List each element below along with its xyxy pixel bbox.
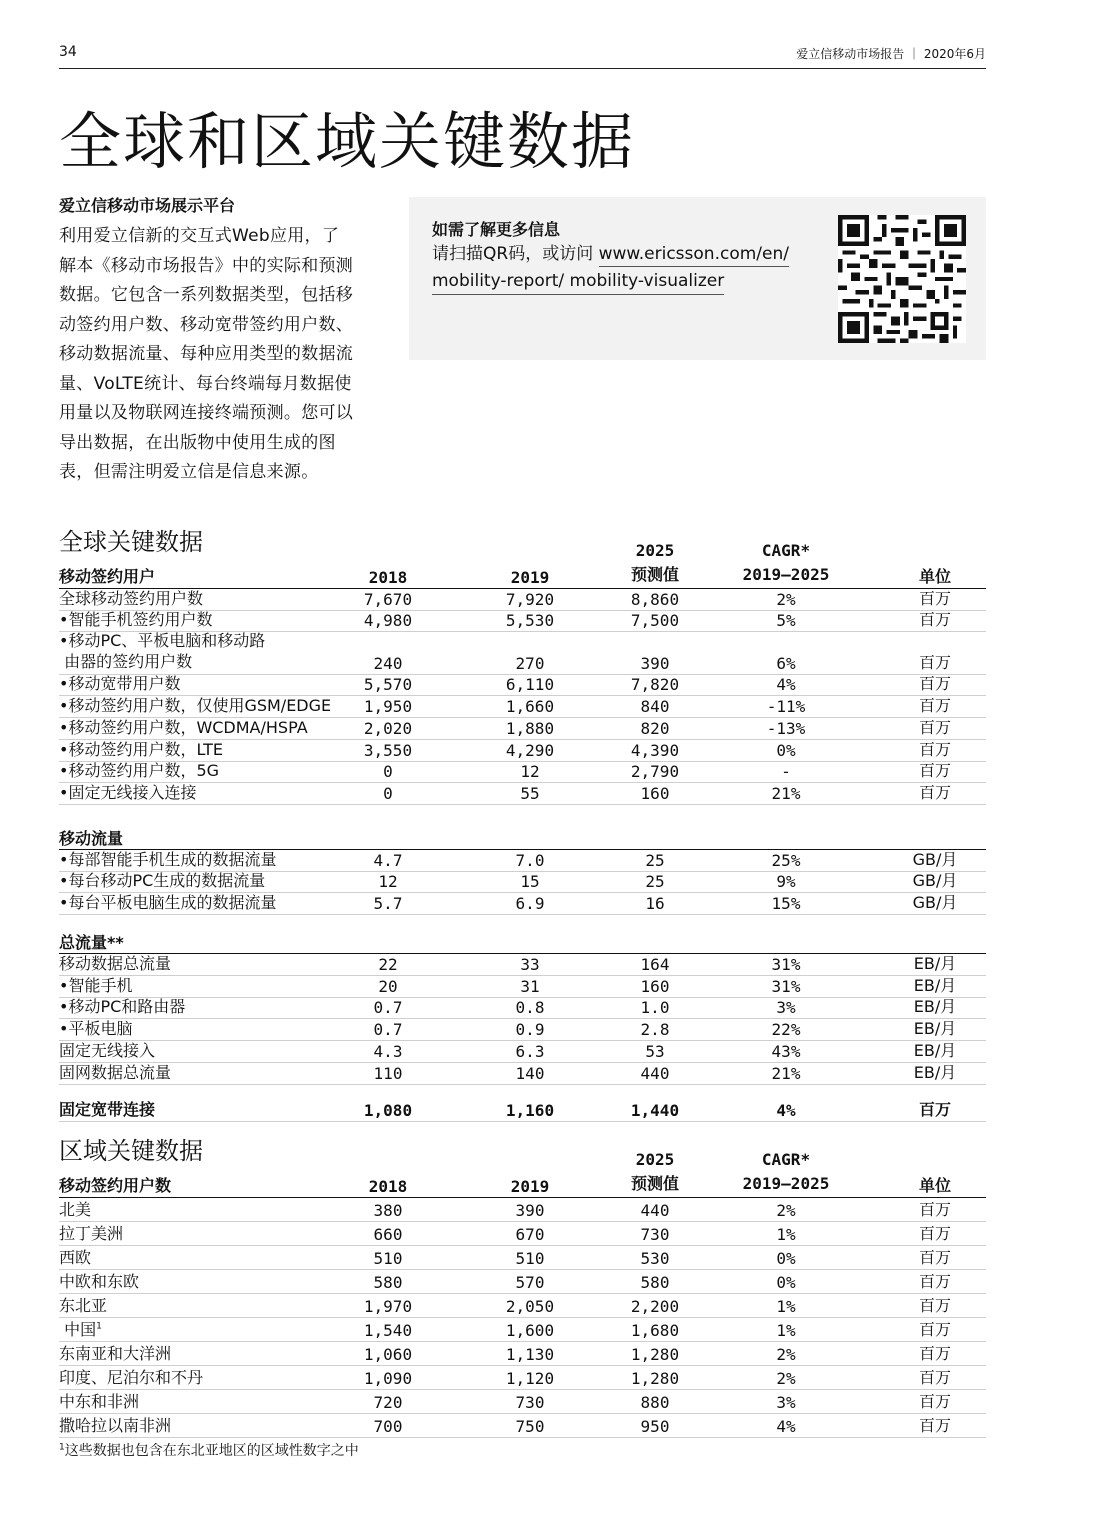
value-2018: 110 bbox=[373, 1063, 403, 1083]
value-2018: 4.3 bbox=[373, 1041, 403, 1061]
qr-code-icon[interactable] bbox=[838, 215, 966, 343]
value-cagr: 0% bbox=[776, 1249, 796, 1268]
row-label-text: 固定无线接入 bbox=[59, 1040, 156, 1060]
regional-table-header bbox=[59, 1147, 986, 1198]
row-label bbox=[59, 1097, 155, 1120]
value-2025-forecast: 390 bbox=[640, 653, 670, 673]
value-unit: 百万 bbox=[918, 739, 951, 759]
regional-col-forecast-label: 预测值 bbox=[630, 1174, 679, 1193]
value-cagr: 5% bbox=[776, 611, 796, 631]
value-unit: EB/月 bbox=[913, 997, 957, 1017]
page-header bbox=[59, 42, 986, 69]
value-cagr: 2% bbox=[776, 589, 796, 609]
global-table-header bbox=[59, 538, 986, 589]
row-label-text: •移动签约用户数，5G bbox=[59, 761, 220, 781]
value-2019: 1,160 bbox=[505, 1100, 555, 1120]
row-label-text: •移动PC和路由器 bbox=[59, 997, 186, 1017]
value-2025-forecast: 2,790 bbox=[630, 762, 680, 782]
table-row bbox=[59, 893, 986, 915]
traffic-heading-label: 移动流量 bbox=[59, 828, 124, 848]
row-label-line2: 由器的签约用户数 bbox=[59, 652, 193, 672]
row-label bbox=[59, 1413, 171, 1436]
value-2025-forecast: 840 bbox=[640, 697, 670, 717]
row-label-text: •移动签约用户数，仅使用GSM/EDGE bbox=[59, 696, 332, 716]
global-col-unit: 单位 bbox=[918, 567, 951, 586]
regional-rows bbox=[59, 1198, 986, 1438]
footnote-marker: 1 bbox=[59, 1442, 65, 1453]
regional-col-label: 移动签约用户数 bbox=[59, 1176, 172, 1195]
value-2025-forecast: 580 bbox=[640, 1273, 670, 1292]
value-cagr: 2% bbox=[776, 1201, 796, 1220]
row-label-text: •每台移动PC生成的数据流量 bbox=[59, 871, 266, 891]
value-cagr: 22% bbox=[771, 1020, 801, 1040]
value-2019: 140 bbox=[515, 1063, 545, 1083]
value-2019: 4,290 bbox=[505, 740, 555, 760]
footnote bbox=[59, 1440, 359, 1460]
value-unit: 百万 bbox=[918, 652, 951, 672]
page-title: 全球和区域关键数据 bbox=[59, 105, 636, 178]
table-row bbox=[59, 632, 986, 674]
value-2025-forecast: 53 bbox=[645, 1041, 665, 1061]
row-label bbox=[59, 1341, 171, 1364]
value-unit: 百万 bbox=[918, 1344, 951, 1363]
regional-table bbox=[59, 1147, 986, 1438]
row-label bbox=[59, 1269, 139, 1292]
regional-section-title: 区域关键数据 bbox=[59, 1137, 203, 1165]
footnote-text: 这些数据也包含在东北亚地区的区域性数字之中 bbox=[64, 1443, 359, 1459]
value-2019: 1,660 bbox=[505, 697, 555, 717]
global-section-title: 全球关键数据 bbox=[59, 528, 203, 556]
value-2018: 580 bbox=[373, 1273, 403, 1292]
value-2019: 6,110 bbox=[505, 675, 555, 695]
row-label bbox=[59, 1245, 91, 1268]
value-cagr: 21% bbox=[771, 783, 801, 803]
value-unit: EB/月 bbox=[913, 953, 957, 973]
row-label-text: 中东和非洲 bbox=[59, 1392, 140, 1411]
regional-col-cagr bbox=[731, 1148, 841, 1196]
row-label-text: 全球移动签约用户数 bbox=[59, 588, 204, 608]
regional-col-2019: 2019 bbox=[510, 1177, 550, 1196]
value-2025-forecast: 1,280 bbox=[630, 1369, 680, 1388]
row-label-text: 中国 bbox=[59, 1320, 97, 1339]
table-row bbox=[59, 1270, 986, 1294]
value-unit: 百万 bbox=[918, 674, 951, 694]
row-label bbox=[59, 973, 132, 996]
value-2025-forecast: 4,390 bbox=[630, 740, 680, 760]
row-label-text: •平板电脑 bbox=[59, 1019, 133, 1039]
table-row bbox=[59, 1414, 986, 1438]
regional-col-forecast bbox=[615, 1148, 695, 1196]
value-2019: 33 bbox=[520, 954, 540, 974]
row-label-text: •移动签约用户数，LTE bbox=[59, 739, 224, 759]
value-2025-forecast: 440 bbox=[640, 1063, 670, 1083]
value-2019: 7,920 bbox=[505, 589, 555, 609]
global-col-cagr-range: 2019–2025 bbox=[742, 565, 830, 584]
row-label-text: 撒哈拉以南非洲 bbox=[59, 1416, 172, 1435]
value-2019: 31 bbox=[520, 976, 540, 996]
table-row bbox=[59, 783, 986, 805]
row-label-text: 东北亚 bbox=[59, 1296, 108, 1315]
table-row bbox=[59, 1085, 986, 1122]
table-row bbox=[59, 1342, 986, 1366]
value-cagr: - bbox=[781, 762, 791, 782]
value-2018: 0 bbox=[383, 783, 393, 803]
value-unit: EB/月 bbox=[913, 975, 957, 995]
value-2019: 6.3 bbox=[515, 1041, 545, 1061]
table-row bbox=[59, 762, 986, 784]
value-cagr: 4% bbox=[776, 1100, 796, 1120]
value-2018: 0.7 bbox=[373, 1020, 403, 1040]
value-2025-forecast: 820 bbox=[640, 718, 670, 738]
value-unit: 百万 bbox=[918, 1320, 951, 1339]
value-2025-forecast: 1.0 bbox=[640, 998, 670, 1018]
value-cagr: 6% bbox=[776, 653, 796, 673]
value-2019: 12 bbox=[520, 762, 540, 782]
value-2018: 5.7 bbox=[373, 893, 403, 913]
table-row bbox=[59, 1041, 986, 1063]
value-cagr: 1% bbox=[776, 1225, 796, 1244]
value-2018: 2,020 bbox=[363, 718, 413, 738]
value-2018: 720 bbox=[373, 1393, 403, 1412]
value-cagr: 3% bbox=[776, 998, 796, 1018]
row-label bbox=[59, 1038, 155, 1061]
row-label bbox=[59, 737, 223, 760]
more-info-heading: 如需了解更多信息 bbox=[432, 220, 561, 239]
value-2019: 0.8 bbox=[515, 998, 545, 1018]
total-traffic-heading-label: 总流量** bbox=[59, 932, 124, 952]
row-label-text: •固定无线接入连接 bbox=[59, 782, 197, 802]
value-2025-forecast: 7,500 bbox=[630, 611, 680, 631]
value-2019: 7.0 bbox=[515, 850, 545, 870]
row-label-line1: •移动PC、平板电脑和移动路 bbox=[59, 631, 266, 651]
value-2025-forecast: 730 bbox=[640, 1225, 670, 1244]
row-label bbox=[59, 1221, 123, 1244]
value-2019: 15 bbox=[520, 872, 540, 892]
value-2019: 390 bbox=[515, 1201, 545, 1220]
row-label-text: 北美 bbox=[59, 1200, 92, 1219]
value-2025-forecast: 25 bbox=[645, 850, 665, 870]
row-label bbox=[59, 671, 180, 694]
value-2025-forecast: 880 bbox=[640, 1393, 670, 1412]
value-2018: 4,980 bbox=[363, 611, 413, 631]
value-2025-forecast: 7,820 bbox=[630, 675, 680, 695]
row-label bbox=[59, 951, 171, 974]
value-2019: 55 bbox=[520, 783, 540, 803]
value-2018: 380 bbox=[373, 1201, 403, 1220]
value-2019: 1,880 bbox=[505, 718, 555, 738]
value-cagr: 9% bbox=[776, 872, 796, 892]
row-label bbox=[59, 586, 203, 609]
value-unit: GB/月 bbox=[912, 892, 958, 912]
value-unit: 百万 bbox=[918, 1099, 951, 1119]
value-unit: EB/月 bbox=[913, 1040, 957, 1060]
value-cagr: 0% bbox=[776, 1273, 796, 1292]
global-col-forecast-year: 2025 bbox=[635, 541, 675, 560]
regional-col-unit: 单位 bbox=[918, 1176, 951, 1195]
row-label-text: •移动宽带用户数 bbox=[59, 674, 181, 694]
value-unit: GB/月 bbox=[912, 849, 958, 869]
value-2025-forecast: 2,200 bbox=[630, 1297, 680, 1316]
value-cagr: 21% bbox=[771, 1063, 801, 1083]
more-info-prefix: 请扫描QR码，或访问 bbox=[432, 244, 594, 264]
value-2018: 1,970 bbox=[363, 1297, 413, 1316]
value-unit: 百万 bbox=[918, 782, 951, 802]
row-label bbox=[59, 758, 219, 781]
regional-col-forecast-year: 2025 bbox=[635, 1150, 675, 1169]
value-cagr: 2% bbox=[776, 1345, 796, 1364]
table-row bbox=[59, 1318, 986, 1342]
value-2018: 510 bbox=[373, 1249, 403, 1268]
value-2025-forecast: 160 bbox=[640, 783, 670, 803]
value-2018: 4.7 bbox=[373, 850, 403, 870]
global-col-2018: 2018 bbox=[368, 568, 408, 587]
value-unit: 百万 bbox=[918, 1416, 951, 1435]
more-info-box bbox=[409, 197, 986, 360]
global-table bbox=[59, 538, 986, 1122]
table-row bbox=[59, 1198, 986, 1222]
value-unit: 百万 bbox=[918, 1248, 951, 1267]
value-2018: 5,570 bbox=[363, 675, 413, 695]
regional-col-2018: 2018 bbox=[368, 1177, 408, 1196]
more-info-text bbox=[432, 241, 832, 295]
value-2018: 20 bbox=[378, 976, 398, 996]
row-label bbox=[59, 847, 276, 870]
value-2025-forecast: 1,440 bbox=[630, 1100, 680, 1120]
value-cagr: 4% bbox=[776, 675, 796, 695]
value-cagr: 0% bbox=[776, 740, 796, 760]
table-row bbox=[59, 611, 986, 633]
row-label-text: •智能手机签约用户数 bbox=[59, 610, 213, 630]
table-row bbox=[59, 954, 986, 976]
value-2019: 510 bbox=[515, 1249, 545, 1268]
value-2025-forecast: 8,860 bbox=[630, 589, 680, 609]
value-2018: 12 bbox=[378, 872, 398, 892]
table-row bbox=[59, 1390, 986, 1414]
table-row bbox=[59, 1222, 986, 1246]
row-label-text: 东南亚和大洋洲 bbox=[59, 1344, 172, 1363]
value-unit: EB/月 bbox=[913, 1019, 957, 1039]
value-2018: 1,060 bbox=[363, 1345, 413, 1364]
traffic-rows bbox=[59, 850, 986, 915]
value-2025-forecast: 530 bbox=[640, 1249, 670, 1268]
value-2019: 0.9 bbox=[515, 1020, 545, 1040]
global-col-forecast bbox=[615, 539, 695, 587]
row-label bbox=[59, 1317, 102, 1340]
row-label-text: 西欧 bbox=[59, 1248, 92, 1267]
value-2019: 670 bbox=[515, 1225, 545, 1244]
value-2018: 0.7 bbox=[373, 998, 403, 1018]
value-2019: 730 bbox=[515, 1393, 545, 1412]
row-label bbox=[59, 631, 265, 672]
row-label bbox=[59, 607, 212, 630]
value-unit: EB/月 bbox=[913, 1062, 957, 1082]
value-unit: 百万 bbox=[918, 1224, 951, 1243]
visualizer-link-part2[interactable]: mobility-report/ mobility-visualizer bbox=[432, 268, 724, 295]
value-2025-forecast: 1,280 bbox=[630, 1345, 680, 1364]
global-col-2019: 2019 bbox=[510, 568, 550, 587]
value-cagr: 31% bbox=[771, 976, 801, 996]
value-cagr: 3% bbox=[776, 1393, 796, 1412]
row-label-text: 固定宽带连接 bbox=[59, 1099, 156, 1119]
value-cagr: 31% bbox=[771, 954, 801, 974]
value-unit: 百万 bbox=[918, 696, 951, 716]
value-cagr: 43% bbox=[771, 1041, 801, 1061]
table-row bbox=[59, 1246, 986, 1270]
global-col-label: 移动签约用户 bbox=[59, 567, 156, 586]
row-label bbox=[59, 1365, 203, 1388]
value-unit: 百万 bbox=[918, 1200, 951, 1219]
value-2018: 700 bbox=[373, 1417, 403, 1436]
row-label bbox=[59, 994, 185, 1017]
global-col-cagr-label: CAGR* bbox=[761, 541, 811, 560]
table-row bbox=[59, 1366, 986, 1390]
value-2018: 1,540 bbox=[363, 1321, 413, 1340]
row-label-footnote-marker: 1 bbox=[96, 1321, 102, 1332]
value-2025-forecast: 1,680 bbox=[630, 1321, 680, 1340]
table-row bbox=[59, 1063, 986, 1085]
row-label bbox=[59, 890, 276, 913]
value-2025-forecast: 164 bbox=[640, 954, 670, 974]
row-label bbox=[59, 1197, 91, 1220]
value-unit: 百万 bbox=[918, 1272, 951, 1291]
global-col-cagr bbox=[731, 539, 841, 587]
value-unit: 百万 bbox=[918, 761, 951, 781]
value-2018: 3,550 bbox=[363, 740, 413, 760]
total-traffic-heading bbox=[59, 929, 986, 954]
value-2019: 1,120 bbox=[505, 1369, 555, 1388]
value-cagr: 1% bbox=[776, 1297, 796, 1316]
value-2019: 2,050 bbox=[505, 1297, 555, 1316]
row-label-text: 中欧和东欧 bbox=[59, 1272, 140, 1291]
row-label bbox=[59, 693, 331, 716]
row-label-text: •每部智能手机生成的数据流量 bbox=[59, 849, 277, 869]
value-2018: 1,080 bbox=[363, 1100, 413, 1120]
value-unit: 百万 bbox=[918, 1296, 951, 1315]
value-unit: GB/月 bbox=[912, 871, 958, 891]
value-2019: 6.9 bbox=[515, 893, 545, 913]
value-unit: 百万 bbox=[918, 588, 951, 608]
value-2019: 570 bbox=[515, 1273, 545, 1292]
row-label-text: 印度、尼泊尔和不丹 bbox=[59, 1368, 204, 1387]
value-cagr: -11% bbox=[766, 697, 806, 717]
value-unit: 百万 bbox=[918, 1392, 951, 1411]
row-label-text: 移动数据总流量 bbox=[59, 953, 172, 973]
row-label-text: •每台平板电脑生成的数据流量 bbox=[59, 892, 277, 912]
value-2019: 1,130 bbox=[505, 1345, 555, 1364]
regional-col-cagr-label: CAGR* bbox=[761, 1150, 811, 1169]
table-row bbox=[59, 976, 986, 998]
value-2025-forecast: 440 bbox=[640, 1201, 670, 1220]
row-label bbox=[59, 780, 196, 803]
value-cagr: 4% bbox=[776, 1417, 796, 1436]
row-label bbox=[59, 868, 265, 891]
row-label bbox=[59, 1293, 107, 1316]
row-label-text: •移动签约用户数，WCDMA/HSPA bbox=[59, 717, 308, 737]
value-2018: 1,090 bbox=[363, 1369, 413, 1388]
value-cagr: 15% bbox=[771, 893, 801, 913]
value-unit: 百万 bbox=[918, 717, 951, 737]
platform-section bbox=[59, 193, 354, 488]
value-2019: 5,530 bbox=[505, 611, 555, 631]
row-label bbox=[59, 1060, 171, 1083]
table-row bbox=[59, 998, 986, 1020]
value-unit: 百万 bbox=[918, 1368, 951, 1387]
value-2018: 660 bbox=[373, 1225, 403, 1244]
platform-description: 利用爱立信新的交互式Web应用，了解本《移动市场报告》中的实际和预测数据。它包含一系列数据类型，包括移动签约用户数、移动宽带签约用户数、移动数据流量、每种应用类型的数据流量、VoLTE统计、每台终端每月数据使用量以及物联网连接终端预测。您可以导出数据，在出版物中使用生成的图表，但需注明爱立信是信息来源。 bbox=[59, 226, 354, 482]
value-2019: 750 bbox=[515, 1417, 545, 1436]
value-2025-forecast: 950 bbox=[640, 1417, 670, 1436]
value-2018: 1,950 bbox=[363, 697, 413, 717]
page-number: 34 bbox=[59, 44, 77, 60]
broadband-rows bbox=[59, 1085, 986, 1122]
table-row bbox=[59, 1294, 986, 1318]
row-label-text: 拉丁美洲 bbox=[59, 1224, 124, 1243]
value-2018: 240 bbox=[373, 653, 403, 673]
total-traffic-rows bbox=[59, 954, 986, 1085]
value-cagr: -13% bbox=[766, 718, 806, 738]
regional-col-cagr-range: 2019–2025 bbox=[742, 1174, 830, 1193]
visualizer-link-part1[interactable]: www.ericsson.com/en/ bbox=[599, 242, 789, 267]
value-2025-forecast: 160 bbox=[640, 976, 670, 996]
value-2018: 22 bbox=[378, 954, 398, 974]
row-label bbox=[59, 1389, 139, 1412]
value-unit: 百万 bbox=[918, 610, 951, 630]
value-2019: 270 bbox=[515, 653, 545, 673]
subscriptions-rows bbox=[59, 589, 986, 805]
value-cagr: 1% bbox=[776, 1321, 796, 1340]
value-cagr: 2% bbox=[776, 1369, 796, 1388]
value-2025-forecast: 25 bbox=[645, 872, 665, 892]
value-2018: 0 bbox=[383, 762, 393, 782]
row-label-text: •智能手机 bbox=[59, 975, 133, 995]
value-2018: 7,670 bbox=[363, 589, 413, 609]
value-cagr: 25% bbox=[771, 850, 801, 870]
running-head: 爱立信移动市场报告 ｜ 2020年6月 bbox=[796, 47, 986, 61]
row-label-text: 固网数据总流量 bbox=[59, 1062, 172, 1082]
value-2019: 1,600 bbox=[505, 1321, 555, 1340]
global-col-forecast-label: 预测值 bbox=[630, 565, 679, 584]
value-2025-forecast: 16 bbox=[645, 893, 665, 913]
value-2025-forecast: 2.8 bbox=[640, 1020, 670, 1040]
platform-heading: 爱立信移动市场展示平台 bbox=[59, 196, 236, 215]
row-label bbox=[59, 1016, 132, 1039]
row-label bbox=[59, 715, 308, 738]
table-row bbox=[59, 1019, 986, 1041]
